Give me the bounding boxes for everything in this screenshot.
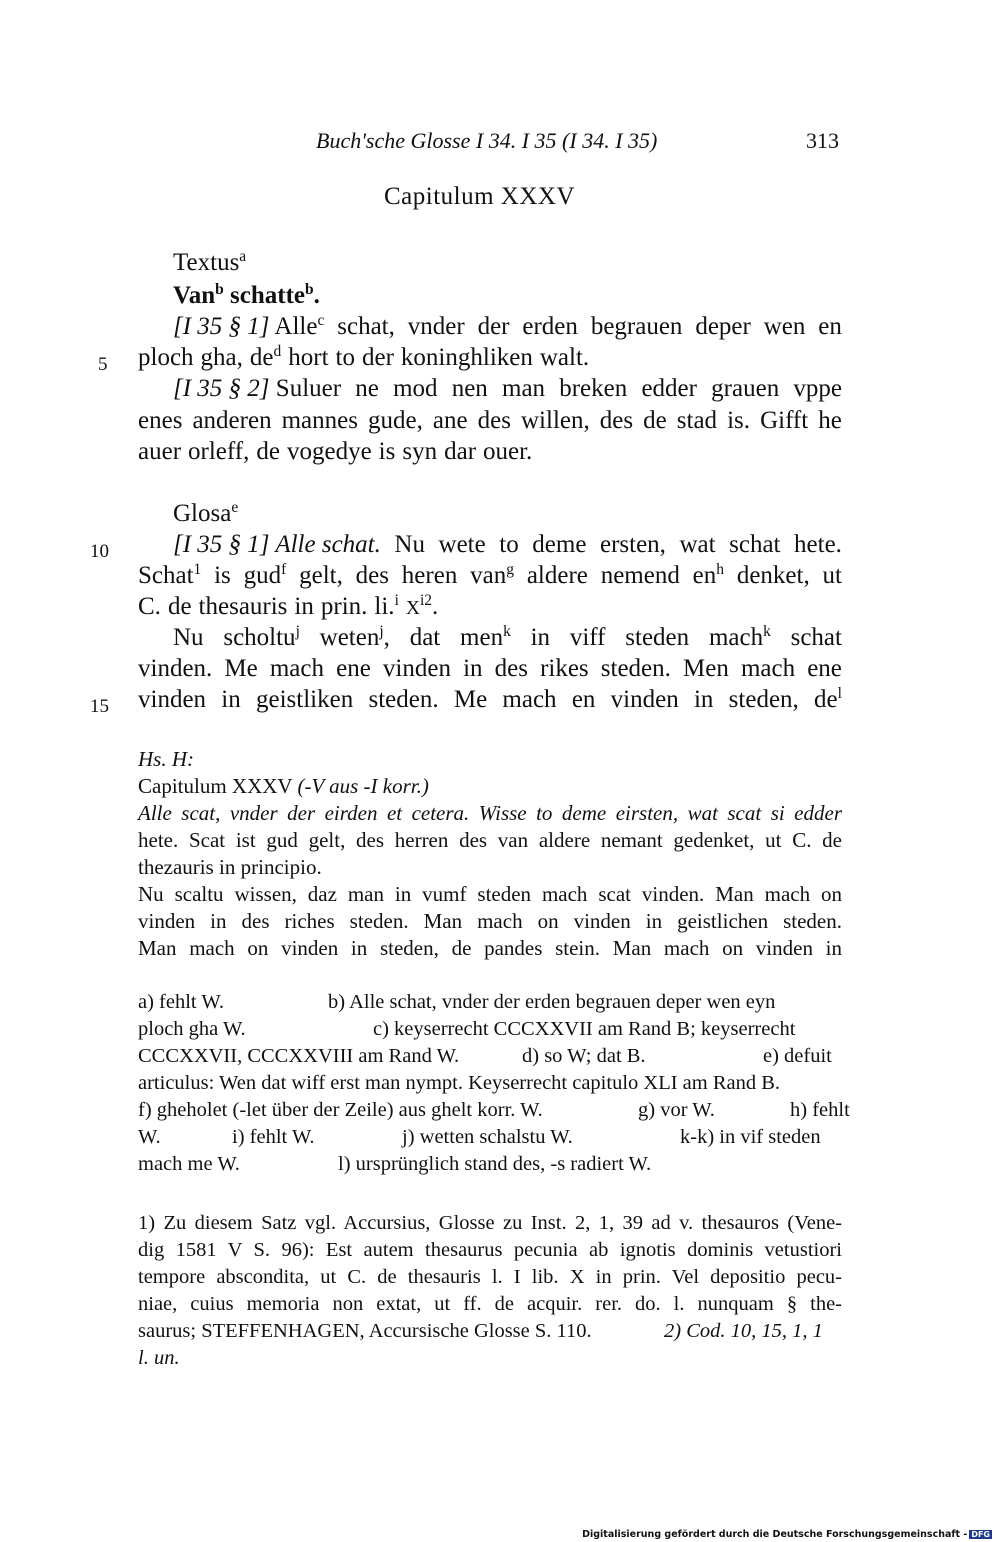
apparatus-note-h: h) fehlt [790, 1099, 850, 1121]
footnote-line: l. un. [138, 1347, 180, 1369]
text-line: vinden in geistliken steden. Me mach en vinden in steden, $de^l$ [138, 685, 842, 713]
text-line: vinden. Me mach ene vinden in des rikes steden. Men mach ene [138, 655, 842, 682]
text-line: auer orleff, de vogedye is syn dar ouer. [138, 438, 533, 465]
text-line: [I 35 § 1] Alle$^c$ schat, vnder der erden begrauen deper wen en [173, 312, 842, 340]
apparatus-note-k: k-k) in vif steden [680, 1126, 821, 1148]
text-line: [I 35 § 2] Suluer ne mod nen man breken edder grauen vppe [173, 375, 842, 402]
text-line: Nu scholtu$^j$ weten$^j$, dat men$^k$ in viff steden mach$^k$ schat [173, 623, 842, 651]
glosa-label: Glosa$^e$ [173, 499, 239, 527]
hs-h-line: vinden in des riches steden. Man mach on vinden in geistlichen steden. [138, 909, 842, 933]
hs-h-label: Hs. H: [138, 747, 194, 771]
digitization-credit [582, 1529, 992, 1540]
text-line: ploch gha, $de^d$ hort to der koninghliken walt. [138, 343, 590, 371]
hs-h-line: Nu scaltu wissen, daz man in vumf steden mach scat vinden. Man mach on [138, 882, 842, 906]
apparatus-note-d: d) so W; dat B. [522, 1045, 646, 1067]
apparatus-row [138, 1097, 850, 1124]
apparatus-row [138, 1151, 842, 1178]
apparatus-row [138, 1016, 842, 1043]
hs-h-line: Alle scat, vnder der eirden et cetera. Wisse to deme eirsten, wat scat si edder [138, 801, 842, 825]
apparatus-note-c: c) keyserrecht CCCXXVII am Rand B; keyserrecht [373, 1018, 796, 1040]
line-number: 10 [90, 541, 109, 562]
hs-h-line: thezauris in principio. [138, 855, 322, 879]
hs-h-line: hete. Scat ist gud gelt, des herren des van aldere nemant gedenket, ut C. de [138, 828, 842, 852]
apparatus-note-b: b) Alle schat, vnder der erden begrauen deper wen eyn [328, 991, 776, 1013]
textus-heading: Van$^b$ schatte$^b$. [173, 281, 320, 309]
line-number: 5 [98, 354, 108, 375]
hs-h-line: Man mach on vinden in steden, de pandes stein. Man mach on vinden in [138, 936, 842, 960]
text-line: [I 35 § 1] Alle schat. Nu wete to deme ersten, wat schat hete. [173, 531, 842, 558]
hs-h-title: Capitulum XXXV (-V aus -I korr.) [138, 774, 429, 798]
credit-text: Digitalisierung gefördert durch die Deutsche Forschungsgemeinschaft - [582, 1529, 968, 1540]
dfg-logo: DFG [971, 1530, 990, 1539]
apparatus-note-j: j) wetten schalstu W. [402, 1126, 573, 1148]
apparatus-row [138, 989, 842, 1016]
footnote-line: niae, cuius memoria non extat, ut ff. de acquir. rer. do. l. nunquam § the- [138, 1293, 842, 1315]
footnote-2: 2) Cod. 10, 15, 1, 1 [664, 1320, 823, 1342]
footnote-line: saurus; STEFFENHAGEN, Accursische Glosse S. 110. [138, 1320, 592, 1342]
line-number: 15 [90, 696, 109, 717]
apparatus-note-c-cont: CCCXXVII, CCCXXVIII am Rand W. [138, 1045, 460, 1067]
textus-label: Textus$^a$ [173, 248, 247, 276]
apparatus-note-f: f) gheholet (-let über der Zeile) aus ghelt korr. W. [138, 1099, 543, 1121]
apparatus-note-k-cont: mach me W. [138, 1153, 240, 1175]
footnote-line: dig 1581 V S. 96): Est autem thesaurus pecunia ab ignotis dominis vetustiori [138, 1239, 842, 1261]
apparatus-note-h-cont: W. [138, 1126, 161, 1148]
chapter-title: Capitulum XXXV [384, 183, 576, 210]
apparatus-note-a: a) fehlt W. [138, 991, 224, 1013]
text-line: Schat$^1$ is gud$^f$ gelt, des heren van$^g$ aldere nemend $en^h$ denket, ut [138, 561, 842, 589]
apparatus-note-e: e) defuit [763, 1045, 832, 1067]
apparatus-row [138, 1070, 842, 1097]
running-head: Buch'sche Glosse I 34. I 35 (I 34. I 35) [316, 128, 658, 153]
apparatus-note-g: g) vor W. [638, 1099, 715, 1121]
apparatus-row [138, 1124, 842, 1151]
apparatus-note-i: i) fehlt W. [232, 1126, 315, 1148]
apparatus-note-l: l) ursprünglich stand des, -s radiert W. [338, 1153, 652, 1175]
text-line: C. de thesauris in prin. li.$^i$ $X^{i2}$. [138, 592, 439, 620]
footnote-line: 1) Zu diesem Satz vgl. Accursius, Glosse zu Inst. 2, 1, 39 ad v. thesauros (Vene- [138, 1212, 842, 1234]
text-line: enes anderen mannes gude, ane des willen, des de stad is. Gifft he [138, 407, 842, 434]
apparatus-row [138, 1043, 842, 1070]
apparatus-note-b-cont: ploch gha W. [138, 1018, 246, 1040]
page-number: 313 [806, 128, 839, 153]
footnote-line: tempore abscondita, ut C. de thesauris l. I lib. X in prin. Vel depositio pecu- [138, 1266, 842, 1288]
apparatus-note-e-cont: articulus: Wen dat wiff erst man nympt. Keyserrecht capitulo XLI am Rand B. [138, 1072, 781, 1094]
